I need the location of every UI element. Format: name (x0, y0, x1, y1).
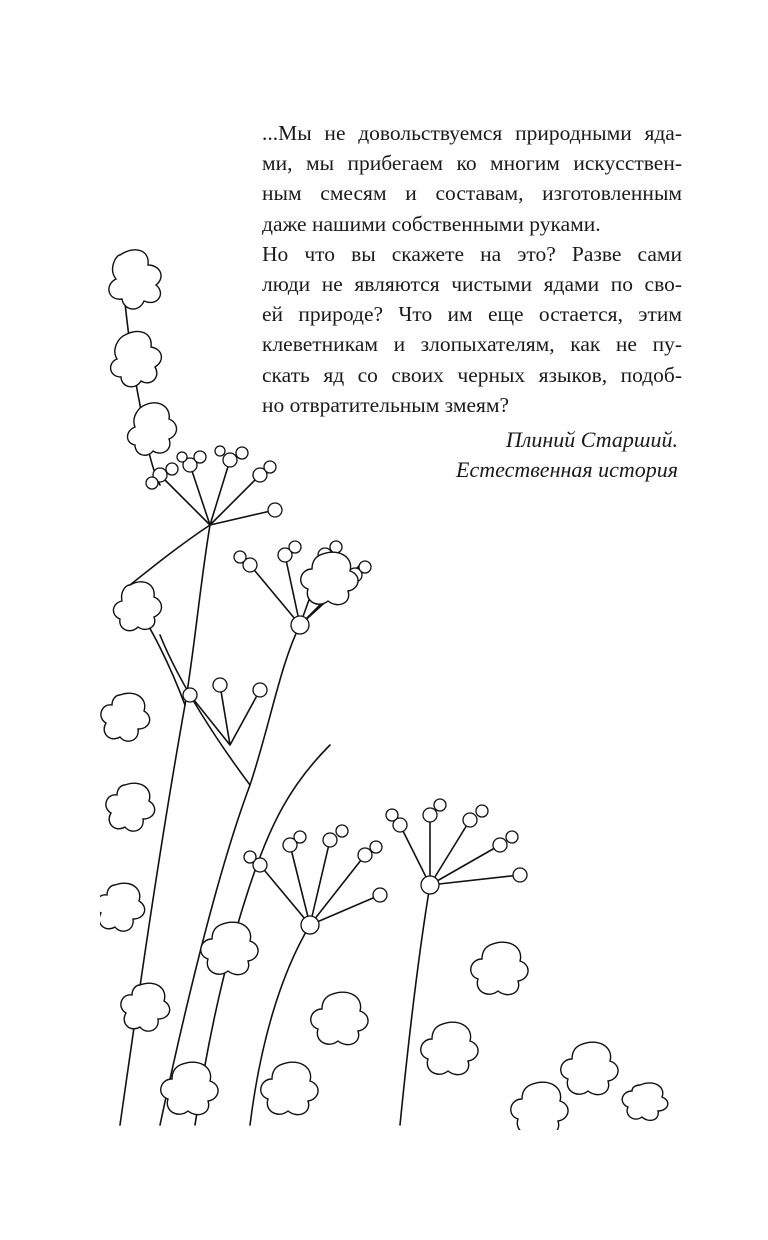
quote-line: ...Мы не довольствуемся природными яда- (262, 121, 682, 145)
quote-line: Но что вы скажете на это? Разве сами (262, 241, 682, 266)
quote-attribution (456, 425, 678, 485)
attribution-work: Естественная история (456, 457, 678, 482)
attribution-author: Плиний Старший. (505, 427, 678, 452)
quote-line: ным смесям и составам, изготовленным (262, 181, 682, 206)
quote-line: даже нашими собственными руками. (262, 211, 601, 236)
quote-line: скать яд со своих черных языков, подоб- (262, 362, 682, 387)
quote-line: клеветникам и злопыхателям, как не пу- (262, 332, 682, 357)
quote-line: люди не являются чистыми ядами по сво- (262, 272, 682, 297)
quote-line: ей природе? Что им еще остается, этим (262, 302, 682, 327)
quote-line: ми, мы прибегаем ко многим искусствен- (262, 151, 682, 176)
quote-line: но отвратительным змеям? (262, 392, 510, 417)
epigraph-quote (262, 118, 682, 420)
